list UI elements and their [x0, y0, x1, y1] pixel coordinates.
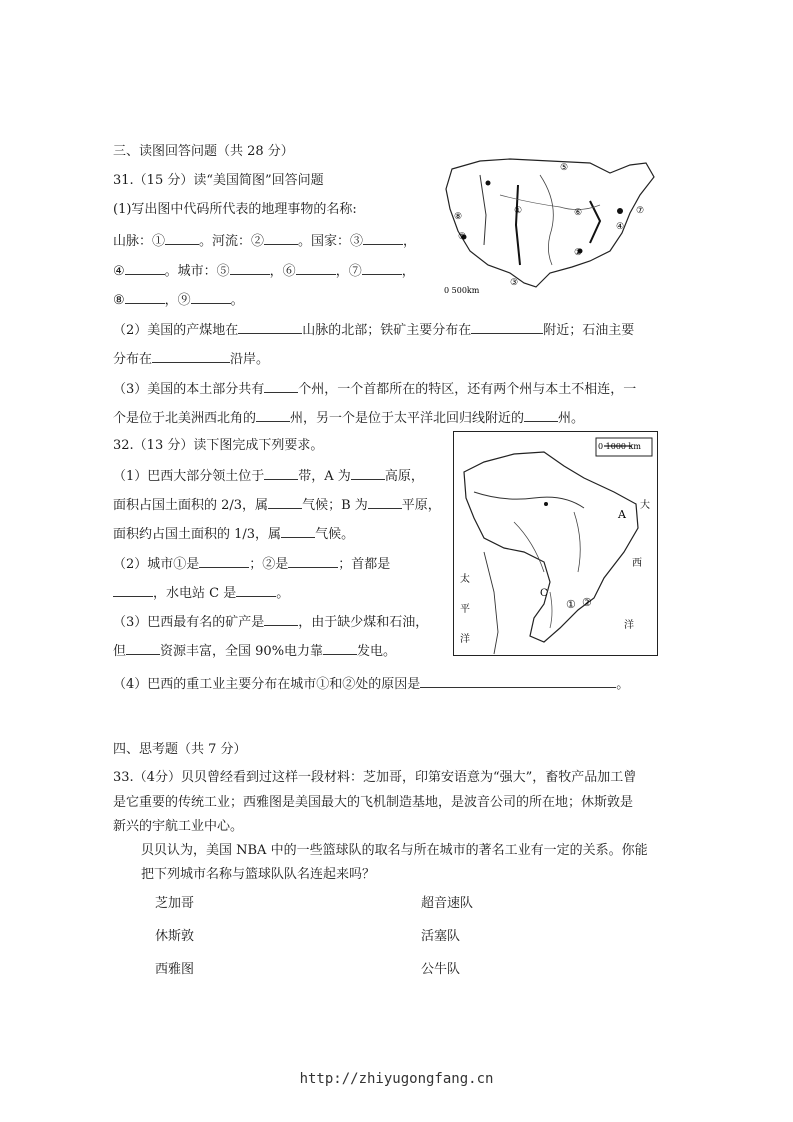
blank[interactable] [368, 496, 402, 509]
blank[interactable] [524, 409, 558, 422]
usa-label-5: ⑤ [560, 163, 569, 173]
text: （2）城市①是 [113, 557, 200, 572]
q31-p3-line1 [113, 380, 636, 398]
text: 高原， [384, 469, 424, 484]
text: ，水电站 C 是 [153, 586, 237, 601]
text: ；②是 [249, 557, 289, 572]
q32-p3-line2 [113, 642, 396, 660]
brazil-label-1: ① [566, 598, 576, 611]
usa-label-8: ⑧ [454, 212, 463, 222]
city-houston[interactable]: 休斯敦 [155, 929, 195, 944]
blank[interactable] [362, 262, 402, 275]
text: 山脉的北部；铁矿主要分布在 [302, 323, 472, 338]
text: （3）巴西最有名的矿产是 [113, 615, 265, 630]
label-city: 。城市：⑤ [164, 264, 230, 279]
text: 面积约占国土面积的 1/3，属 [113, 527, 282, 542]
comma: ， [403, 234, 417, 249]
q33-line4: 贝贝认为，美国 NBA 中的一些篮球队的取名与所在城市的著名工业有一定的关系。你能 [141, 843, 648, 858]
team-pistons[interactable]: 活塞队 [421, 929, 461, 944]
text: 气候。 [315, 527, 355, 542]
blank[interactable] [113, 584, 153, 597]
usa-label-1: ① [514, 206, 523, 216]
text: 个州，一个首都所在的特区，还有两个州与本土不相连，一 [298, 382, 637, 397]
blank[interactable] [471, 321, 543, 334]
usa-map [440, 155, 660, 297]
footer-url[interactable]: http://zhiyugongfang.cn [299, 1071, 494, 1087]
text: 平原， [401, 498, 441, 513]
brazil-label-ocean-1: 大 [640, 500, 650, 511]
blank[interactable] [236, 584, 276, 597]
brazil-label-pacific-2: 洋 [460, 634, 470, 645]
blank[interactable] [199, 555, 249, 568]
q32-p2-line2 [113, 584, 289, 602]
text: 沿岸。 [230, 352, 270, 367]
label-7: ，⑦ [335, 264, 362, 279]
city-chicago[interactable]: 芝加哥 [155, 896, 195, 911]
q33-line3: 新兴的宇航工业中心。 [113, 819, 244, 834]
text: 面积占国土面积的 2/3，属 [113, 498, 269, 513]
usa-map-drawing [440, 155, 660, 297]
blank[interactable] [152, 350, 230, 363]
text: 带，A 为 [298, 469, 351, 484]
text: 。 [276, 586, 290, 601]
q31-p2-line2 [113, 350, 269, 368]
section3-heading: 三、读图回答问题（共 28 分） [113, 144, 294, 159]
period: 。 [230, 293, 244, 308]
blank[interactable] [125, 262, 165, 275]
text: 分布在 [113, 352, 153, 367]
blank[interactable] [165, 232, 199, 245]
blank[interactable] [125, 291, 165, 304]
q32-p1-line3 [113, 525, 354, 543]
q33-line1: 33.（4分）贝贝曾经看到过这样一段材料：芝加哥，印第安语意为“强大”，畜牧产品加工曾 [113, 770, 637, 785]
text: 。 [616, 677, 630, 692]
usa-label-6: ⑥ [574, 208, 583, 218]
text: ；首都是 [338, 557, 391, 572]
blank[interactable] [264, 613, 298, 626]
usa-label-2: ② [574, 248, 583, 258]
usa-label-7: ⑦ [636, 206, 645, 216]
text: ，由于缺少煤和石油， [298, 615, 429, 630]
q31-line-cities [113, 262, 415, 280]
brazil-label-A: A [618, 508, 626, 521]
brazil-label-pacific-1: 平 [460, 604, 470, 615]
brazil-label-2: ② [582, 596, 592, 609]
blank[interactable] [420, 675, 616, 688]
q32-p3-line1 [113, 613, 428, 631]
text: （4）巴西的重工业主要分布在城市①和②处的原因是 [113, 677, 421, 692]
team-supersonics[interactable]: 超音速队 [421, 896, 474, 911]
brazil-label-pacific-3: 太 [460, 574, 470, 585]
text: 发电。 [357, 644, 397, 659]
text: （3）美国的本土部分共有 [113, 382, 265, 397]
brazil-map-drawing [454, 432, 657, 655]
q31-title: 31.（15 分）读“美国简图”回答问题 [113, 173, 324, 188]
q32-p4 [113, 675, 629, 693]
section4-heading: 四、思考题（共 7 分） [113, 742, 247, 757]
blank[interactable] [296, 262, 336, 275]
label-4: ④ [113, 264, 125, 279]
blank[interactable] [191, 291, 231, 304]
q33-line2: 是它重要的传统工业；西雅图是美国最大的飞机制造基地，是波音公司的所在地；休斯敦是 [113, 795, 634, 810]
q32-p1-line1 [113, 467, 424, 485]
brazil-label-ocean-2: 西 [632, 558, 642, 569]
q31-line-mountains [113, 232, 416, 250]
text: （2）美国的产煤地在 [113, 323, 239, 338]
label-country: 。国家：③ [298, 234, 364, 249]
blank[interactable] [126, 642, 160, 655]
blank[interactable] [281, 525, 315, 538]
q32-p2-line1 [113, 555, 390, 573]
text: 州，另一个是位于太平洋北回归线附近的 [290, 411, 525, 426]
text: （1）巴西大部分领土位于 [113, 469, 265, 484]
blank[interactable] [230, 262, 270, 275]
q32-title: 32.（13 分）读下图完成下列要求。 [113, 438, 324, 453]
blank[interactable] [323, 642, 357, 655]
usa-label-3: ③ [510, 278, 519, 288]
usa-label-4: ④ [616, 222, 625, 232]
label-9: ，⑨ [164, 293, 191, 308]
comma: ， [401, 264, 415, 279]
blank[interactable] [363, 232, 403, 245]
text: 但 [113, 644, 127, 659]
q33-line5: 把下列城市名称与篮球队队名连起来吗？ [141, 867, 376, 882]
text: 资源丰富，全国 90%电力靠 [160, 644, 324, 659]
team-bulls[interactable]: 公牛队 [421, 962, 461, 977]
text: 州。 [558, 411, 585, 426]
label-river: 。河流：② [199, 234, 265, 249]
brazil-scale: 0 1000 km [598, 442, 641, 451]
blank[interactable] [264, 232, 298, 245]
usa-scale: 0 500km [444, 286, 480, 295]
q32-p1-line2 [113, 496, 441, 514]
q31-p2-line1 [113, 321, 634, 339]
q31-p3-line2 [113, 409, 584, 427]
blank[interactable] [264, 467, 298, 480]
q31-p1: (1)写出图中代码所代表的地理事物的名称: [113, 202, 357, 217]
label-8: ⑧ [113, 293, 125, 308]
blank[interactable] [351, 467, 385, 480]
city-seattle[interactable]: 西雅图 [155, 962, 195, 977]
q31-line-cities-2 [113, 291, 244, 309]
blank[interactable] [238, 321, 302, 334]
text: 气候；B 为 [302, 498, 368, 513]
brazil-map [453, 431, 658, 656]
blank[interactable] [256, 409, 290, 422]
text: 附近；石油主要 [543, 323, 635, 338]
blank[interactable] [264, 380, 298, 393]
blank[interactable] [268, 496, 302, 509]
text: 个是位于北美洲西北角的 [113, 411, 257, 426]
brazil-label-ocean-3: 洋 [624, 620, 634, 631]
brazil-label-C: C [540, 588, 548, 599]
label-6: ，⑥ [269, 264, 296, 279]
label-mountains: 山脉：① [113, 234, 166, 249]
usa-label-9: ⑨ [458, 232, 467, 242]
blank[interactable] [288, 555, 338, 568]
